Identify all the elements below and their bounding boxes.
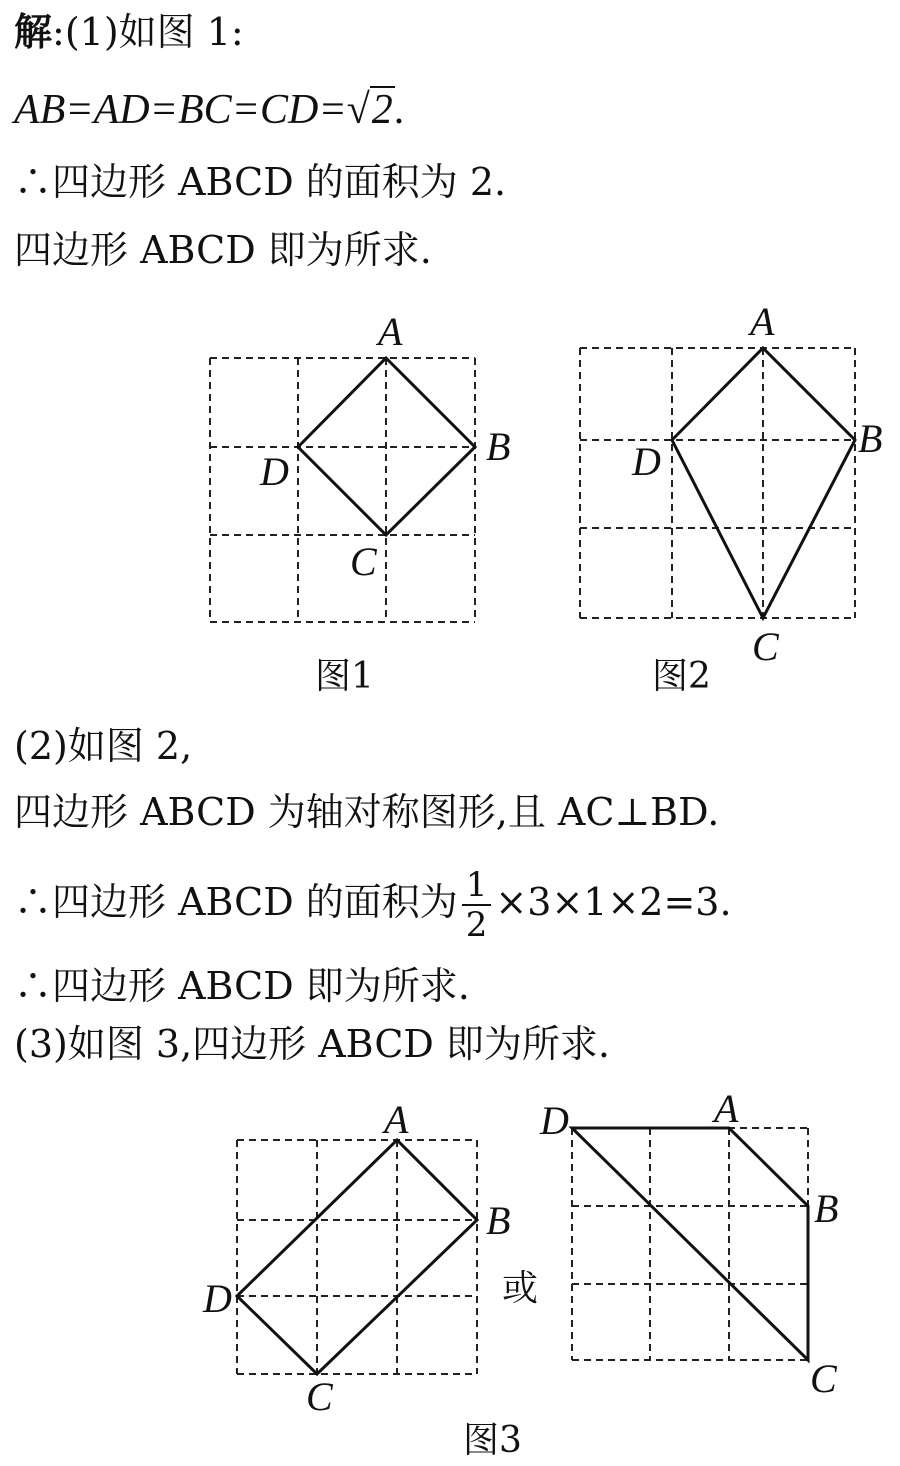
- figure1-caption: 图1: [315, 656, 374, 697]
- fraction-numerator: 1: [462, 866, 492, 906]
- figure3-alt-label-c: C: [810, 1356, 837, 1401]
- figure2-label-a: A: [750, 300, 775, 344]
- figure3-or: 或: [502, 1268, 539, 1309]
- figure3-label-c: C: [306, 1374, 333, 1419]
- sqrt-radicand: 2: [371, 87, 393, 133]
- part2-symmetric: 四边形 ABCD 为轴对称图形,且 AC⊥BD.: [14, 790, 720, 834]
- part1-area: ∴四边形 ABCD 的面积为 2.: [14, 160, 507, 204]
- part2-area: [14, 866, 732, 944]
- fraction-denominator: 2: [465, 905, 488, 945]
- figure3-label-b: B: [486, 1198, 511, 1243]
- solution-heading: [14, 10, 244, 54]
- solution-label: 解: [14, 10, 53, 54]
- part2-area-suffix: ×3×1×2=3.: [495, 879, 732, 924]
- figure1-label-d: D: [260, 449, 289, 494]
- part3-intro: (3)如图 3,四边形 ABCD 即为所求.: [14, 1022, 611, 1066]
- figure3-label-a: A: [384, 1097, 409, 1142]
- figure3-alt-label-a: A: [714, 1090, 739, 1131]
- part1-conclusion: 四边形 ABCD 即为所求.: [14, 228, 432, 272]
- figure3-diagram: [0, 1090, 900, 1466]
- figure1-diagram: [0, 300, 900, 710]
- figure3-caption: 图3: [463, 1420, 522, 1461]
- figure1-label-b: B: [486, 424, 511, 469]
- figure2-label-c: C: [752, 624, 779, 669]
- fraction-half: [462, 866, 492, 944]
- figure2-label-b: B: [858, 416, 883, 461]
- equation-text: AB=AD=BC=CD=: [14, 87, 347, 133]
- part1-intro: :(1)如图 1:: [52, 10, 244, 54]
- part2-intro: (2)如图 2,: [14, 724, 193, 768]
- part2-area-prefix: ∴四边形 ABCD 的面积为: [14, 879, 458, 924]
- equal-sides-equation: [14, 86, 405, 132]
- equation-end: .: [394, 87, 406, 133]
- figure2-caption: 图2: [652, 656, 711, 697]
- figure2-grid: [580, 348, 855, 618]
- figure3-trapezoid: [572, 1128, 808, 1360]
- figure1-label-a: A: [378, 309, 403, 354]
- figure1-label-c: C: [350, 539, 377, 584]
- figure3-alt-label-d: D: [540, 1098, 569, 1143]
- sqrt-expression: √2: [346, 87, 393, 133]
- part2-conclusion: ∴四边形 ABCD 即为所求.: [14, 964, 470, 1008]
- figure3-label-d: D: [203, 1276, 232, 1321]
- figure3-alt-label-b: B: [814, 1186, 839, 1231]
- figure3-left-grid: [237, 1140, 477, 1374]
- figure2-label-d: D: [632, 439, 661, 484]
- figure3-rectangle: [237, 1140, 477, 1374]
